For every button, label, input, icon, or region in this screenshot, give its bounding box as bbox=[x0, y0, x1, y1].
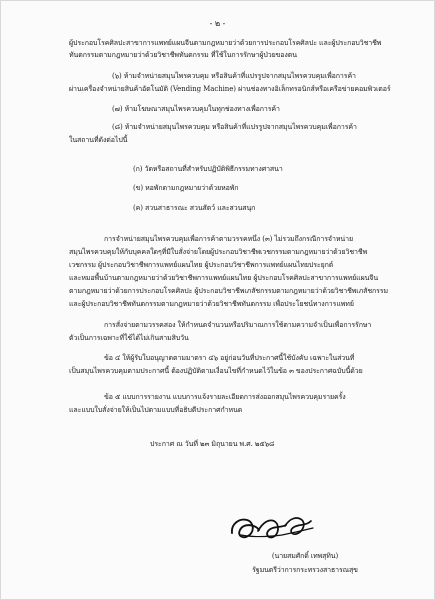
body-line-6: (๘) ห้ามจำหน่ายสมุนไพรควบคุม หรือสินค้าที่แปรรูปจากสมุนไพรควบคุมเพื่อการค้า bbox=[112, 123, 357, 131]
body-line-12: ตามกฎหมายว่าด้วยการประกอบโรคศิลปะ ผู้ประกอบวิชาชีพเภสัชกรรมตามกฎหมายว่าด้วยวิชาชีพเภสัชกรรม bbox=[69, 287, 389, 295]
sub-item-ka: (ก) วัดหรือสถานที่สำหรับปฏิบัติพิธีกรรมทางศาสนา bbox=[133, 165, 283, 173]
body-line-13: และผู้ประกอบวิชาชีพทันตกรรมตามกฎหมายว่าด้วยวิชาชีพทันตกรรม เพื่อประโยชน์ทางการแพทย์ bbox=[69, 300, 354, 308]
body-line-15: ตัวเป็นการเฉพาะที่ใช้ได้ไม่เกินสามสิบวัน bbox=[69, 334, 189, 342]
body-line-5: (๗) ห้ามโฆษณาสมุนไพรควบคุมในทุกช่องทางเพื่อการค้า bbox=[112, 105, 280, 113]
body-line-3: (๖) ห้ามจำหน่ายสมุนไพรควบคุม หรือสินค้าที่แปรรูปจากสมุนไพรควบคุมเพื่อการค้า bbox=[112, 72, 356, 80]
page-number: - ๒ - bbox=[209, 19, 226, 28]
signer-title: รัฐมนตรีว่าการกระทรวงสาธารณสุข bbox=[252, 566, 358, 574]
sub-item-kha: (ข) หอพักตามกฎหมายว่าด้วยหอพัก bbox=[133, 184, 239, 192]
body-line-4: ผ่านเครื่องจำหน่ายสินค้าอัตโนมัติ (Vending Machine) ผ่านช่องทางอิเล็กทรอนิกส์หรือเครือข่ายคอมพิวเตอร์ bbox=[69, 85, 391, 93]
body-line-7: ในสถานที่ดังต่อไปนี้ bbox=[69, 136, 128, 144]
signature-image bbox=[224, 508, 319, 541]
body-line-11: และหมอพื้นบ้านตามกฎหมายว่าด้วยวิชาชีพการแพทย์แผนไทย ผู้ประกอบโรคศิลปะสาขาการแพทย์แผนจีน bbox=[69, 274, 379, 282]
signer-name: (นายสมศักดิ์ เทพสุทิน) bbox=[271, 552, 339, 560]
announcement-date: ประกาศ ณ วันที่ ๒๓ มิถุนายน พ.ศ. ๒๕๖๘ bbox=[150, 440, 275, 448]
body-line-1: ผู้ประกอบโรคศิลปะสาขาการแพทย์แผนจีนตามกฎหมายว่าด้วยการประกอบโรคศิลปะ และผู้ประกอบวิชาชีพ bbox=[69, 39, 382, 47]
sub-item-kho: (ค) สวนสาธารณะ สวนสัตว์ และสวนสนุก bbox=[133, 204, 256, 212]
body-line-2: ทันตกรรมตามกฎหมายว่าด้วยวิชาชีพทันตกรรม ที่ใช้ในการรักษาผู้ป่วยของตน bbox=[69, 51, 297, 59]
clause-5-line-2: และแบบใบสั่งจ่ายให้เป็นไปตามแบบที่อธิบดีประกาศกำหนด bbox=[69, 406, 243, 414]
body-line-9: สมุนไพรควบคุมให้กับบุคคลใดๆที่มีใบสั่งจ่ายโดยผู้ประกอบวิชาชีพเวชกรรมตามกฎหมายว่าด้วยวิชาชีพ bbox=[69, 248, 368, 256]
body-line-10: เวชกรรม ผู้ประกอบวิชาชีพการแพทย์แผนไทย ผู้ประกอบวิชาชีพการแพทย์แผนไทยประยุกต์ bbox=[69, 261, 334, 269]
clause-4-line-1: ข้อ ๔ ให้ผู้รับใบอนุญาตตามมาตรา ๔๖ อยู่ก่อนวันที่ประกาศนี้ใช้บังคับ เฉพาะในส่วนที่ bbox=[104, 354, 355, 362]
clause-5-line-1: ข้อ ๕ แบบการรายงาน แบบการแจ้งรายละเอียดการส่งออกสมุนไพรควบคุมรายครั้ง bbox=[104, 393, 346, 401]
clause-4-line-2: เป็นสมุนไพรควบคุมตามประกาศนี้ ต้องปฏิบัติตามเงื่อนไขที่กำหนดไว้ในข้อ ๓ ของประกาศฉบับนี้ด้วย bbox=[69, 367, 363, 375]
body-line-8: การจำหน่ายสมุนไพรควบคุมเพื่อการค้าตามวรรคหนึ่ง (๓) ไม่รวมถึงกรณีการจำหน่าย bbox=[104, 235, 353, 243]
body-line-14: การสั่งจ่ายตามวรรคสอง ให้กำหนดจำนวนหรือปริมาณการใช้ตามความจำเป็นเพื่อการรักษา bbox=[104, 321, 372, 329]
